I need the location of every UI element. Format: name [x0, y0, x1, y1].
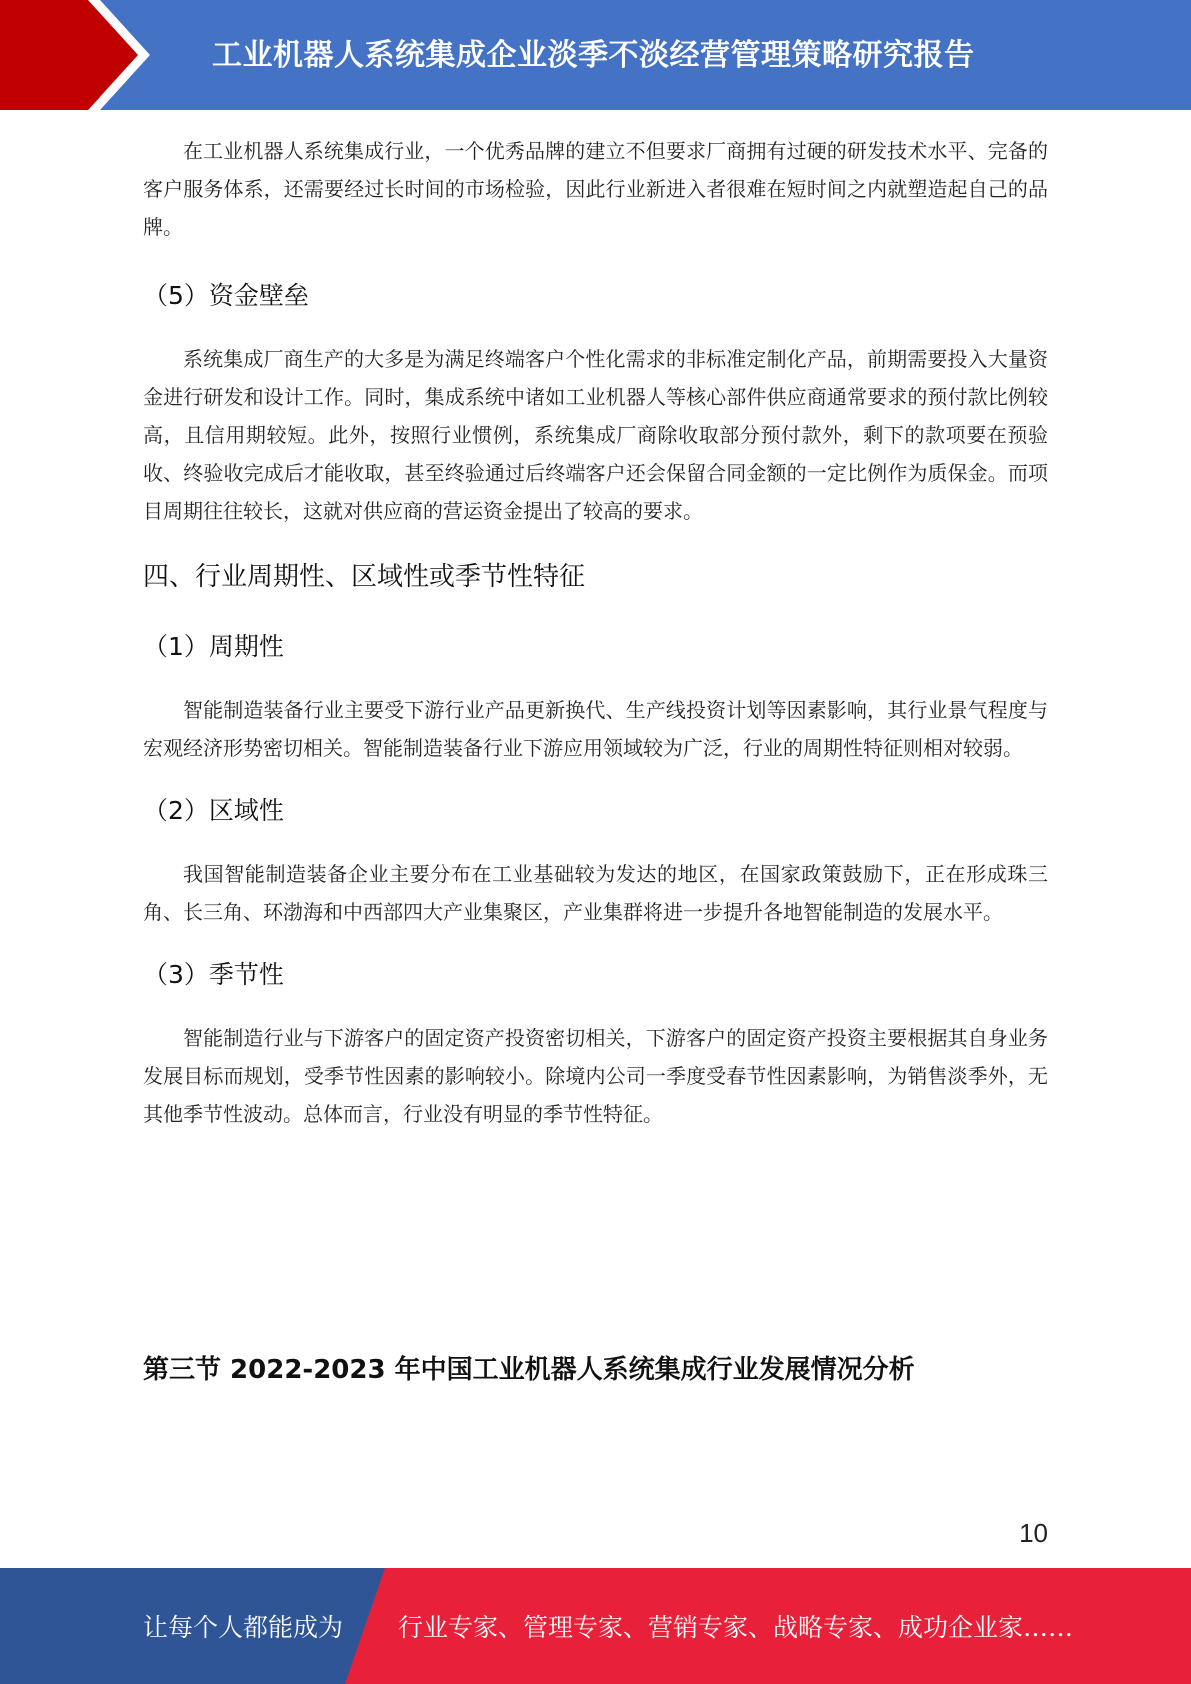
intro-paragraph: 在工业机器人系统集成行业，一个优秀品牌的建立不但要求厂商拥有过硬的研发技术水平、完备的客户服务体系，还需要经过长时间的市场检验，因此行业新进入者很难在短时间之内就塑造起自己的品牌。	[143, 139, 1048, 239]
seasonality-heading: （3）季节性	[143, 960, 284, 989]
footer-slogan-right: 行业专家、管理专家、营销专家、战略专家、成功企业家……	[398, 1613, 1074, 1642]
seasonality-paragraph: 智能制造行业与下游客户的固定资产投资密切相关，下游客户的固定资产投资主要根据其自身业务发展目标而规划，受季节性因素的影响较小。除境内公司一季度受春节性因素影响，为销售淡季外，无其他季节性波动。总体而言，行业没有明显的季节性特征。	[143, 1026, 1048, 1126]
regionality-paragraph: 我国智能制造装备企业主要分布在工业基础较为发达的地区，在国家政策鼓励下，正在形成珠三角、长三角、环渤海和中西部四大产业集聚区，产业集群将进一步提升各地智能制造的发展水平。	[143, 862, 1048, 924]
capital-barrier-paragraph: 系统集成厂商生产的大多是为满足终端客户个性化需求的非标准定制化产品，前期需要投入大量资金进行研发和设计工作。同时，集成系统中诸如工业机器人等核心部件供应商通常要求的预付款比例较高，且信用期较短。此外，按照行业惯例，系统集成厂商除收取部分预付款外，剩下的款项要在预验收、终验收完成后才能收取，甚至终验通过后终端客户还会保留合同金额的一定比例作为质保金。而项目周期往往较长，这就对供应商的营运资金提出了较高的要求。	[143, 347, 1048, 523]
page-footer	[0, 1568, 1191, 1684]
capital-barrier-heading: （5）资金壁垒	[143, 281, 309, 310]
cyclicality-paragraph: 智能制造装备行业主要受下游行业产品更新换代、生产线投资计划等因素影响，其行业景气程度与宏观经济形势密切相关。智能制造装备行业下游应用领域较为广泛，行业的周期性特征则相对较弱。	[143, 698, 1048, 760]
report-title: 工业机器人系统集成企业淡季不淡经营管理策略研究报告	[212, 38, 975, 73]
page-number: 10	[1019, 1518, 1048, 1548]
chapter-heading: 第三节 2022-2023 年中国工业机器人系统集成行业发展情况分析	[143, 1355, 915, 1385]
header-arrow-decoration	[0, 0, 160, 110]
regionality-heading: （2）区域性	[143, 796, 284, 825]
cyclicality-heading: （1）周期性	[143, 632, 284, 661]
page-header	[0, 0, 1191, 110]
section-four-heading: 四、行业周期性、区域性或季节性特征	[143, 562, 586, 592]
page-content	[143, 132, 1048, 1133]
footer-slogan-left: 让每个人都能成为	[143, 1613, 344, 1642]
